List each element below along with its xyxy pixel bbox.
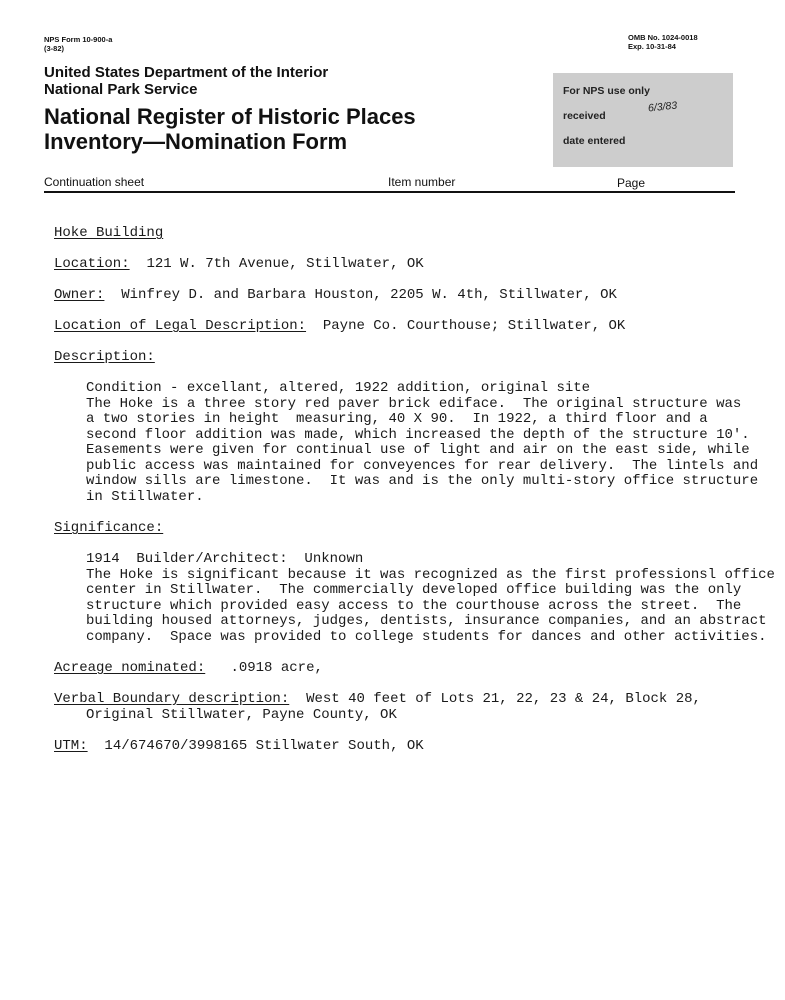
significance-line: company. Space was provided to college students for dances and other activities.	[86, 628, 767, 645]
description-line: Condition - excellant, altered, 1922 addition, original site	[86, 380, 591, 396]
description-line: The Hoke is a three story red paver brick ediface. The original structure was	[86, 395, 742, 412]
significance-paragraph	[86, 552, 775, 645]
description-paragraph	[86, 381, 758, 505]
description-line: second floor addition was made, which increased the depth of the structure 10'.	[86, 426, 750, 443]
date-entered-label: date entered	[563, 135, 626, 147]
description-line: in Stillwater.	[86, 488, 204, 505]
legal-description-value: Payne Co. Courthouse; Stillwater, OK	[322, 318, 626, 334]
significance-line: The Hoke is significant because it was recognized as the first professionsl office	[86, 566, 775, 583]
boundary-value-line1: West 40 feet of Lots 21, 22, 23 & 24, Block 28,	[306, 691, 701, 707]
utm-value: 14/674670/3998165 Stillwater South, OK	[104, 738, 424, 754]
acreage-label: Acreage nominated:	[54, 660, 206, 676]
received-label: received	[563, 110, 606, 122]
form-title-line2: Inventory—Nomination Form	[44, 129, 348, 154]
item-number-label: Item number	[388, 175, 456, 189]
boundary-row	[54, 692, 701, 708]
location-row	[54, 257, 424, 273]
utm-row	[54, 739, 424, 755]
description-line: Easements were given for continual use of light and air on the east side, while	[86, 442, 750, 458]
location-value: 121 W. 7th Avenue, Stillwater, OK	[146, 256, 424, 272]
continuation-sheet-label: Continuation sheet	[44, 175, 145, 189]
omb-number: OMB No. 1024-0018	[628, 33, 698, 42]
significance-line: 1914 Builder/Architect: Unknown	[86, 551, 364, 567]
owner-value: Winfrey D. and Barbara Houston, 2205 W. 4th, Stillwater, OK	[121, 287, 617, 303]
acreage-row	[54, 661, 323, 677]
form-number: NPS Form 10-900-a	[44, 35, 113, 44]
description-line: public access was maintained for conveyences for rear delivery. The lintels and	[86, 457, 759, 474]
legal-description-label: Location of Legal Description:	[54, 318, 307, 334]
acreage-value: .0918 acre,	[230, 660, 323, 676]
expiration-date: Exp. 10-31-84	[628, 42, 676, 51]
property-name: Hoke Building	[54, 225, 164, 241]
owner-row	[54, 288, 617, 304]
department-name: United States Department of the Interior	[44, 64, 329, 81]
significance-line: building housed attorneys, judges, dentists, insurance companies, and an abstract	[86, 613, 767, 629]
boundary-value-line2: Original Stillwater, Payne County, OK	[86, 707, 397, 723]
form-date: (3-82)	[44, 44, 65, 53]
nps-use-label: For NPS use only	[563, 85, 650, 97]
nps-use-stamp	[553, 73, 733, 167]
description-heading: Description:	[54, 349, 155, 365]
section-divider	[44, 191, 735, 193]
significance-line: center in Stillwater. The commercially developed office building was the only	[86, 582, 742, 598]
owner-label: Owner:	[54, 287, 105, 303]
significance-line: structure which provided easy access to the courthouse across the street. The	[86, 597, 742, 614]
significance-heading: Significance:	[54, 520, 164, 536]
utm-label: UTM:	[54, 738, 88, 754]
location-label: Location:	[54, 256, 130, 272]
page-label: Page	[617, 176, 646, 190]
description-line: a two stories in height measuring, 40 X 90. In 1922, a third floor and a	[86, 411, 708, 427]
form-title-line1: National Register of Historic Places	[44, 104, 416, 129]
service-name: National Park Service	[44, 81, 198, 98]
boundary-label: Verbal Boundary description:	[54, 691, 290, 707]
received-date-handwritten: 6/3/83	[647, 99, 678, 115]
legal-description-row	[54, 319, 625, 335]
description-line: window sills are limestone. It was and is the only multi-story office structure	[86, 473, 759, 489]
